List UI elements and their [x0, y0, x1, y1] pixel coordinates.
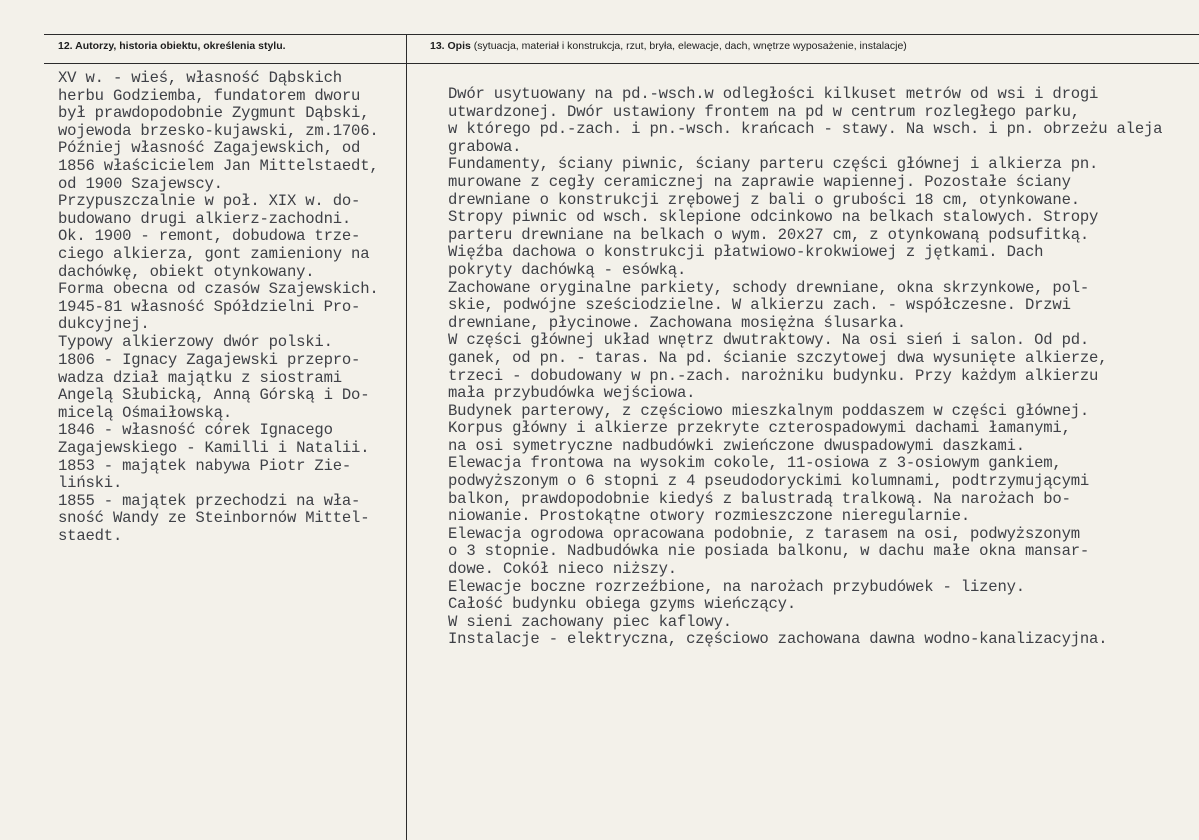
text-line: Później własność Zagajewskich, od [58, 139, 361, 158]
text-line: Dwór usytuowany na pd.-wsch.w odległości kilkuset metrów od wsi i drogi [448, 85, 1099, 103]
text-line: utwardzonej. Dwór ustawiony frontem na pd w centrum rozległego parku, [448, 102, 1080, 121]
text-line: na osi symetryczne nadbudówki zwieńczone dwuspadowymi daszkami. [448, 436, 1025, 455]
text-line: drewniane o konstrukcji zrębowej z bali o grubości 18 cm, otynkowane. [448, 190, 1080, 209]
text-line: grabowa. [448, 137, 522, 156]
text-line: Elewacje boczne rozrzeźbione, na narożach przybudówek - lizeny. [448, 577, 1025, 596]
text-line: dachówkę, obiekt otynkowany. [58, 262, 315, 281]
text-line: ganek, od pn. - taras. Na pd. ścianie szczytowej dwa wysunięte alkierze, [448, 348, 1108, 367]
section-13-subtitle: (sytuacja, materiał i konstrukcja, rzut, bryła, elewacje, dach, wnętrze wyposażenie, instalacje) [473, 40, 907, 52]
text-line: Forma obecna od czasów Szajewskich. [58, 280, 379, 299]
text-line: dowe. Cokół nieco niższy. [448, 560, 677, 579]
history-chronology [58, 352, 369, 546]
text-line: parteru drewniane na belkach o wym. 20x27 cm, z otynkowaną podsufitką. [448, 225, 1090, 244]
section-12-header: 12. Autorzy, historia obiektu, określenia stylu. [58, 40, 286, 52]
text-line: był prawdopodobnie Zygmunt Dąbski, [58, 104, 370, 123]
text-line: skie, podwójne sześciodzielne. W alkierzu zach. - współczesne. Drzwi [448, 296, 1071, 315]
section-13-title: 13. Opis [430, 40, 471, 52]
text-line: o 3 stopnie. Nadbudówka nie posiada balkonu, w dachu małe okna mansar- [448, 542, 1090, 561]
text-line: 1846 - własność córek Ignacego [58, 421, 333, 440]
text-line: XV w. - wieś, własność Dąbskich [58, 69, 342, 87]
text-line: niowanie. Prostokątne otwory rozmieszczone nieregularnie. [448, 507, 970, 526]
text-line: liński. [58, 474, 123, 493]
text-line: w którego pd.-zach. i pn.-wsch. krańcach - stawy. Na wsch. i pn. obrzeżu aleja [448, 120, 1163, 139]
text-line: Typowy alkierzowy dwór polski. [58, 332, 333, 351]
text-line: 1806 - Ignacy Zagajewski przepro- [58, 351, 361, 369]
text-line: balkon, prawdopodobnie kiedyś z balustradą tralkową. Na narożach bo- [448, 489, 1071, 508]
text-line: dukcyjnej. [58, 315, 150, 334]
section-13-header [430, 40, 907, 52]
text-line: Fundamenty, ściany piwnic, ściany parteru części głównej i alkierza pn. [448, 155, 1099, 174]
text-line: Więźba dachowa o konstrukcji płatwiowo-krokwiowej z jętkami. Dach [448, 243, 1044, 262]
text-line: Zachowane oryginalne parkiety, schody drewniane, okna skrzynkowe, pol- [448, 278, 1090, 297]
header-rule [44, 63, 1199, 64]
text-line: pokryty dachówką - esówką. [448, 260, 687, 279]
text-line: staedt. [58, 526, 123, 545]
text-line: 1856 właścicielem Jan Mittelstaedt, [58, 156, 379, 175]
text-line: Stropy piwnic od wsch. sklepione odcinkowo na belkach stalowych. Stropy [448, 208, 1099, 227]
text-line: herbu Godziemba, fundatorem dworu [58, 86, 361, 105]
text-line: Całość budynku obiega gzyms wieńczący. [448, 595, 796, 614]
text-line: murowane z cegły ceramicznej na zaprawie wapiennej. Pozostałe ściany [448, 172, 1071, 191]
text-line: drewniane, płycinowe. Zachowana mosiężna ślusarka. [448, 313, 906, 332]
text-line: Korpus główny i alkierze przekryte czterospadowymi dachami łamanymi, [448, 419, 1071, 438]
text-line: budowano drugi alkierz-zachodni. [58, 209, 352, 228]
text-line: ciego alkierza, gont zamieniony na [58, 244, 370, 263]
text-line: wadza dział majątku z siostrami [58, 368, 342, 387]
text-line: podwyższonym o 6 stopni z 4 pseudodoryckimi kolumnami, podtrzymującymi [448, 472, 1090, 491]
text-line: mała przybudówka wejściowa. [448, 384, 696, 403]
text-line: od 1900 Szajewscy. [58, 174, 223, 193]
text-line: micelą Ośmaiłowską. [58, 403, 232, 422]
text-line: wojewoda brzesko-kujawski, zm.1706. [58, 121, 379, 140]
text-line: 1855 - majątek przechodzi na wła- [58, 491, 361, 510]
history-text [58, 70, 379, 352]
text-line: W części głównej układ wnętrz dwutraktowy. Na osi sień i salon. Od pd. [448, 331, 1090, 350]
text-line: Angelą Słubicką, Anną Górską i Do- [58, 386, 370, 405]
text-line: Ok. 1900 - remont, dobudowa trze- [58, 227, 361, 246]
column-divider [406, 34, 407, 840]
text-line: W sieni zachowany piec kaflowy. [448, 612, 732, 631]
top-rule [44, 34, 1199, 35]
text-line: Zagajewskiego - Kamilli i Natalii. [58, 438, 370, 457]
text-line: 1945-81 własność Spółdzielni Pro- [58, 297, 361, 316]
text-line: Budynek parterowy, z częściowo mieszkalnym poddaszem w części głównej. [448, 401, 1090, 420]
text-line: Przypuszczalnie w poł. XIX w. do- [58, 192, 361, 211]
description-text [448, 86, 1162, 649]
text-line: sność Wandy ze Steinbornów Mittel- [58, 509, 370, 528]
text-line: Elewacja frontowa na wysokim cokole, 11-osiowa z 3-osiowym gankiem, [448, 454, 1062, 473]
text-line: Elewacja ogrodowa opracowana podobnie, z tarasem na osi, podwyższonym [448, 524, 1080, 543]
text-line: 1853 - majątek nabywa Piotr Zie- [58, 456, 352, 475]
text-line: trzeci - dobudowany w pn.-zach. narożniku budynku. Przy każdym alkierzu [448, 366, 1099, 385]
text-line: Instalacje - elektryczna, częściowo zachowana dawna wodno-kanalizacyjna. [448, 630, 1108, 649]
